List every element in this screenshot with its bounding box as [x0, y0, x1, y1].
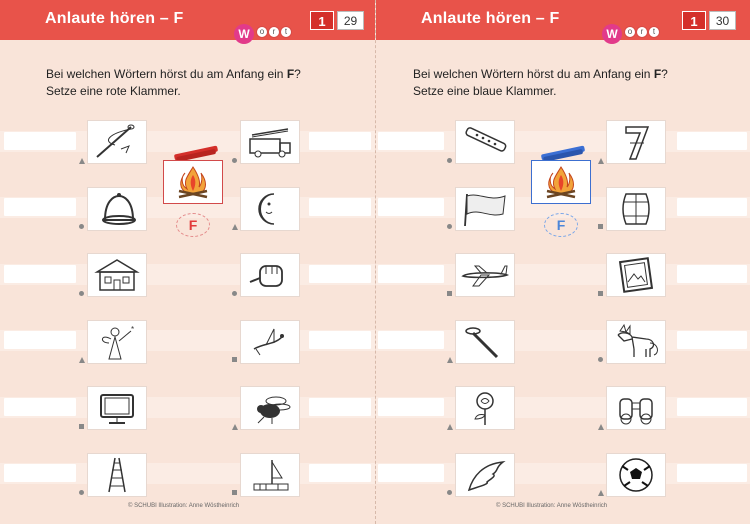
circle-marker — [598, 357, 603, 362]
logo-dot-r: r — [636, 26, 648, 38]
svg-text:*: * — [131, 325, 135, 334]
square-marker — [447, 291, 452, 296]
square-marker — [79, 424, 84, 429]
wort-logo — [602, 26, 672, 46]
example-card — [163, 160, 223, 204]
answer-line[interactable] — [378, 331, 444, 349]
example-card — [531, 160, 591, 204]
campfire-icon — [535, 163, 587, 201]
left-instructions: Bei welchen Wörtern hörst du am Anfang ein F? Setze eine rote Klammer. — [46, 67, 301, 98]
answer-line[interactable] — [4, 464, 76, 482]
right-unit-number: 1 — [682, 11, 706, 30]
circle-marker — [447, 158, 452, 163]
picture-card[interactable] — [240, 453, 300, 497]
left-header-bar — [0, 0, 375, 40]
picture-card[interactable] — [455, 386, 515, 430]
right-page — [375, 0, 750, 524]
answer-line[interactable] — [4, 265, 76, 283]
answer-line[interactable] — [309, 265, 371, 283]
fire-truck-icon — [244, 123, 296, 161]
answer-line[interactable] — [378, 132, 444, 150]
picture-card[interactable] — [240, 386, 300, 430]
television-icon — [91, 389, 143, 427]
answer-line[interactable] — [4, 198, 76, 216]
circle-marker — [79, 490, 84, 495]
blue-clothespin-icon — [539, 145, 587, 161]
picture-card[interactable] — [87, 320, 147, 364]
answer-line[interactable] — [309, 198, 371, 216]
right-footer: © SCHUBI Illustration: Anne Wöstheinrich — [496, 503, 608, 509]
left-footer: © SCHUBI Illustration: Anne Wöstheinrich — [128, 503, 240, 509]
fox-icon — [610, 323, 662, 361]
bell-icon — [91, 190, 143, 228]
picture-card[interactable] — [455, 320, 515, 364]
picture-card[interactable] — [240, 187, 300, 231]
picture-card[interactable] — [606, 253, 666, 297]
picture-card[interactable] — [87, 187, 147, 231]
answer-line[interactable] — [677, 398, 747, 416]
logo-w-circle: W — [602, 24, 622, 44]
answer-line[interactable] — [309, 331, 371, 349]
triangle-marker — [598, 158, 604, 164]
picture-card[interactable] — [87, 386, 147, 430]
example-letter: F — [544, 213, 578, 237]
circle-marker — [79, 291, 84, 296]
flute-icon — [459, 123, 511, 161]
answer-line[interactable] — [378, 198, 444, 216]
logo-dot-r: r — [268, 26, 280, 38]
answer-line[interactable] — [4, 398, 76, 416]
answer-line[interactable] — [4, 132, 76, 150]
picture-card[interactable] — [455, 187, 515, 231]
triangle-marker — [232, 424, 238, 430]
picture-card[interactable] — [87, 453, 147, 497]
fairy-icon — [91, 323, 143, 361]
picture-card[interactable] — [455, 453, 515, 497]
answer-line[interactable] — [378, 398, 444, 416]
right-header-bar — [376, 0, 750, 40]
picture-card[interactable] — [455, 253, 515, 297]
answer-line[interactable] — [677, 464, 747, 482]
binoculars-icon — [610, 389, 662, 427]
barrel-icon — [610, 190, 662, 228]
picture-frame-icon — [610, 256, 662, 294]
football-icon — [610, 456, 662, 494]
triangle-marker — [447, 357, 453, 363]
triangle-marker — [447, 424, 453, 430]
bird-icon — [244, 323, 296, 361]
right-instructions: Bei welchen Wörtern hörst du am Anfang ein F? Setze eine blaue Klammer. — [413, 67, 668, 98]
right-page-number: 30 — [709, 11, 736, 30]
circle-marker — [447, 224, 452, 229]
square-marker — [232, 490, 237, 495]
answer-line[interactable] — [4, 331, 76, 349]
triangle-marker — [598, 490, 604, 496]
triangle-marker — [79, 357, 85, 363]
circle-marker — [447, 490, 452, 495]
flag-icon — [459, 190, 511, 228]
picture-card[interactable] — [606, 120, 666, 164]
campfire-icon — [167, 163, 219, 201]
picture-card[interactable] — [240, 253, 300, 297]
triangle-marker — [232, 224, 238, 230]
rose-icon — [459, 389, 511, 427]
answer-line[interactable] — [677, 331, 747, 349]
triangle-marker — [598, 424, 604, 430]
triangle-marker — [79, 158, 85, 164]
picture-card[interactable] — [87, 253, 147, 297]
logo-dot-o: o — [624, 26, 636, 38]
answer-line[interactable] — [309, 464, 371, 482]
picture-card[interactable] — [606, 386, 666, 430]
answer-line[interactable] — [677, 265, 747, 283]
logo-dot-o: o — [256, 26, 268, 38]
picture-card[interactable] — [240, 120, 300, 164]
picture-card[interactable] — [606, 453, 666, 497]
raft-icon — [244, 456, 296, 494]
right-page-title: Anlaute hören – F — [421, 10, 560, 27]
airplane-icon — [459, 256, 511, 294]
picture-card[interactable] — [606, 187, 666, 231]
picture-card[interactable] — [240, 320, 300, 364]
answer-line[interactable] — [677, 198, 747, 216]
needle-icon — [91, 123, 143, 161]
left-unit-number: 1 — [310, 11, 334, 30]
house-icon — [91, 256, 143, 294]
answer-line[interactable] — [677, 132, 747, 150]
square-marker — [598, 224, 603, 229]
wing-icon — [459, 456, 511, 494]
left-page-title: Anlaute hören – F — [45, 10, 184, 27]
answer-line[interactable] — [309, 398, 371, 416]
moon-icon — [244, 190, 296, 228]
circle-marker — [79, 224, 84, 229]
square-marker — [232, 357, 237, 362]
nail-icon — [459, 323, 511, 361]
red-clothespin-icon — [172, 145, 220, 161]
picture-card[interactable] — [87, 120, 147, 164]
fly-icon — [244, 389, 296, 427]
left-page-number: 29 — [337, 11, 364, 30]
wort-logo — [234, 26, 304, 46]
picture-card[interactable] — [606, 320, 666, 364]
logo-w-circle: W — [234, 24, 254, 44]
fist-icon — [244, 256, 296, 294]
answer-line[interactable] — [378, 265, 444, 283]
picture-card[interactable] — [455, 120, 515, 164]
circle-marker — [232, 158, 237, 163]
circle-marker — [232, 291, 237, 296]
ladder-icon — [91, 456, 143, 494]
answer-line[interactable] — [378, 464, 444, 482]
square-marker — [598, 291, 603, 296]
logo-dot-t: t — [280, 26, 292, 38]
number-seven-icon — [610, 123, 662, 161]
example-letter: F — [176, 213, 210, 237]
logo-dot-t: t — [648, 26, 660, 38]
answer-line[interactable] — [309, 132, 371, 150]
